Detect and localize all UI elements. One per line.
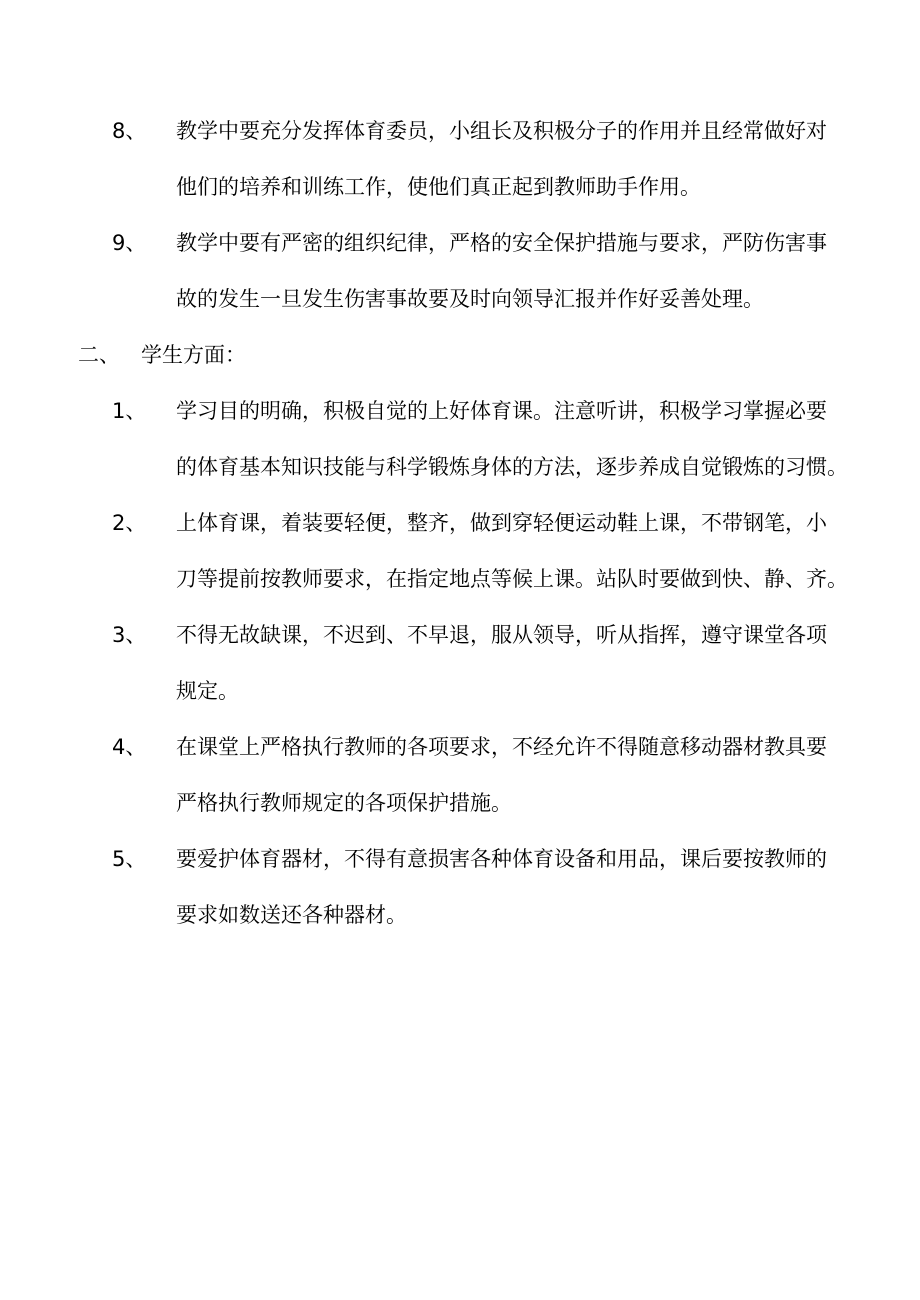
item-text-line: 在课堂上严格执行教师的各项要求，不经允许不得随意移动器材教具要 (176, 735, 827, 759)
item-number: 5、 (112, 847, 147, 871)
item-number: 8、 (112, 119, 147, 143)
item-text-line: 严格执行教师规定的各项保护措施。 (176, 791, 512, 815)
item-text-line: 学习目的明确，积极自觉的上好体育课。注意听讲，积极学习掌握必要 (176, 399, 827, 423)
item-number: 3、 (112, 623, 147, 647)
section-title: 学生方面： (141, 343, 246, 367)
item-number: 9、 (112, 231, 147, 255)
item-text-line: 规定。 (176, 679, 239, 703)
item-text-line: 故的发生一旦发生伤害事故要及时向领导汇报并作好妥善处理。 (176, 287, 764, 311)
item-text-line: 要爱护体育器材，不得有意损害各种体育设备和用品，课后要按教师的 (176, 847, 827, 871)
item-number: 1、 (112, 399, 147, 423)
section-number: 二、 (78, 343, 120, 367)
item-text-line: 教学中要充分发挥体育委员，小组长及积极分子的作用并且经常做好对 (176, 119, 827, 143)
item-text-line: 要求如数送还各种器材。 (176, 903, 407, 927)
item-text-line: 刀等提前按教师要求，在指定地点等候上课。站队时要做到快、静、齐。 (176, 567, 848, 591)
item-text-line: 不得无故缺课，不迟到、不早退，服从领导，听从指挥，遵守课堂各项 (176, 623, 827, 647)
item-number: 2、 (112, 511, 147, 535)
item-text-line: 的体育基本知识技能与科学锻炼身体的方法，逐步养成自觉锻炼的习惯。 (176, 455, 848, 479)
item-text-line: 他们的培养和训练工作，使他们真正起到教师助手作用。 (176, 175, 701, 199)
item-text-line: 教学中要有严密的组织纪律，严格的安全保护措施与要求，严防伤害事 (176, 231, 827, 255)
item-number: 4、 (112, 735, 147, 759)
item-text-line: 上体育课，着装要轻便，整齐，做到穿轻便运动鞋上课，不带钢笔，小 (176, 511, 827, 535)
